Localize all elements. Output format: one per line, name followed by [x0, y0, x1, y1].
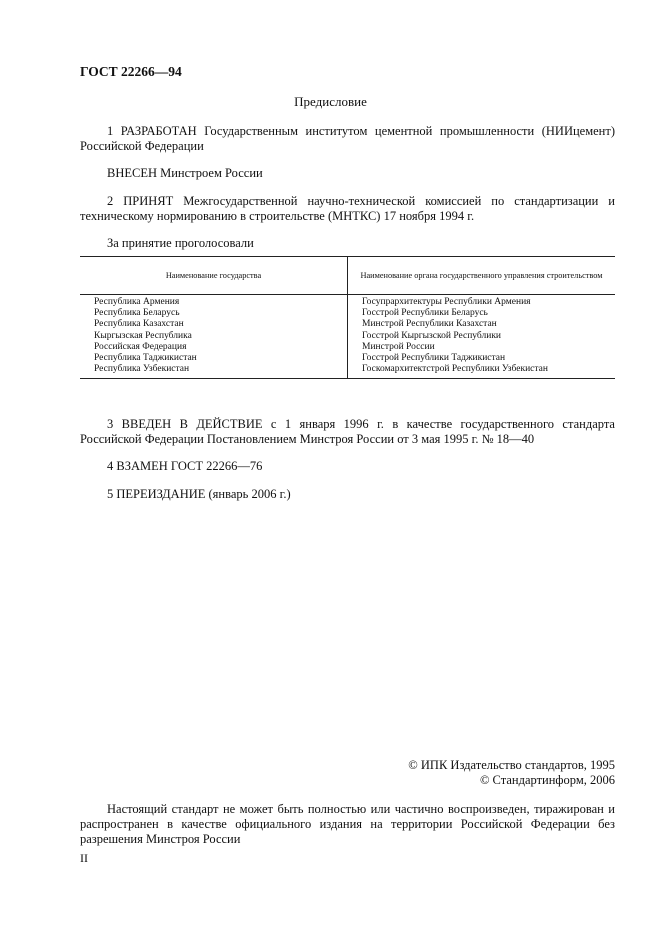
copyright-1995: © ИПК Издательство стандартов, 1995: [408, 758, 615, 772]
item-developed: 1 РАЗРАБОТАН Государственным институтом цементной промышленности (НИИцемент) Российской Федерации: [80, 124, 615, 153]
body-name: Госстрой Республики Таджикистан: [362, 353, 506, 364]
states-column: [80, 295, 348, 379]
voted-caption: За принятие проголосовали: [107, 236, 254, 250]
body-name: Госкомархитектстрой Республики Узбекистан: [362, 364, 548, 375]
item-adopted: 2 ПРИНЯТ Межгосударственной научно-технической комиссией по стандартизации и техническому нормированию в строительстве (МНТКС) 17 ноября 1994 г.: [80, 194, 615, 223]
item-replaces: 4 ВЗАМЕН ГОСТ 22266—76: [107, 459, 263, 473]
item-reissue: 5 ПЕРЕИЗДАНИЕ (январь 2006 г.): [107, 487, 291, 501]
document-code: ГОСТ 22266—94: [80, 64, 182, 79]
body-name: Госстрой Кыргызской Республики: [362, 330, 502, 341]
item-effective: 3 ВВЕДЕН В ДЕЙСТВИЕ с 1 января 1996 г. в качестве государственного стандарта Российской Федерации Постановлением Минстроя России от 3 мая 1995 г. № 18—40: [80, 417, 615, 446]
state-name: Республика Таджикистан: [94, 353, 197, 364]
page-title: Предисловие: [294, 94, 367, 109]
voting-table: [80, 256, 615, 379]
item-introduced-by: ВНЕСЕН Минстроем России: [107, 166, 263, 180]
state-name: Кыргызская Республика: [94, 330, 192, 341]
header-body: Наименование органа государственного управления строительством: [348, 257, 616, 295]
state-name: Российская Федерация: [94, 341, 187, 352]
body-name: Госупрархитектуры Республики Армения: [362, 297, 531, 307]
state-name: Республика Беларусь: [94, 308, 180, 319]
body-name: Минстрой Республики Казахстан: [362, 319, 497, 330]
header-state: Наименование государства: [80, 257, 348, 295]
body-name: Минстрой России: [362, 341, 435, 352]
reproduction-notice: Настоящий стандарт не может быть полностью или частично воспроизведен, тиражирован и распространен в качестве официального издания на территории Российской Федерации без разрешения Минстроя России: [80, 802, 615, 846]
state-name: Республика Узбекистан: [94, 364, 190, 375]
state-name: Республика Казахстан: [94, 319, 184, 330]
state-name: Республика Армения: [94, 297, 180, 307]
bodies-column: [348, 295, 616, 379]
page-number: II: [80, 851, 88, 865]
body-name: Госстрой Республики Беларусь: [362, 308, 488, 319]
copyright-2006: © Стандартинформ, 2006: [479, 773, 615, 787]
